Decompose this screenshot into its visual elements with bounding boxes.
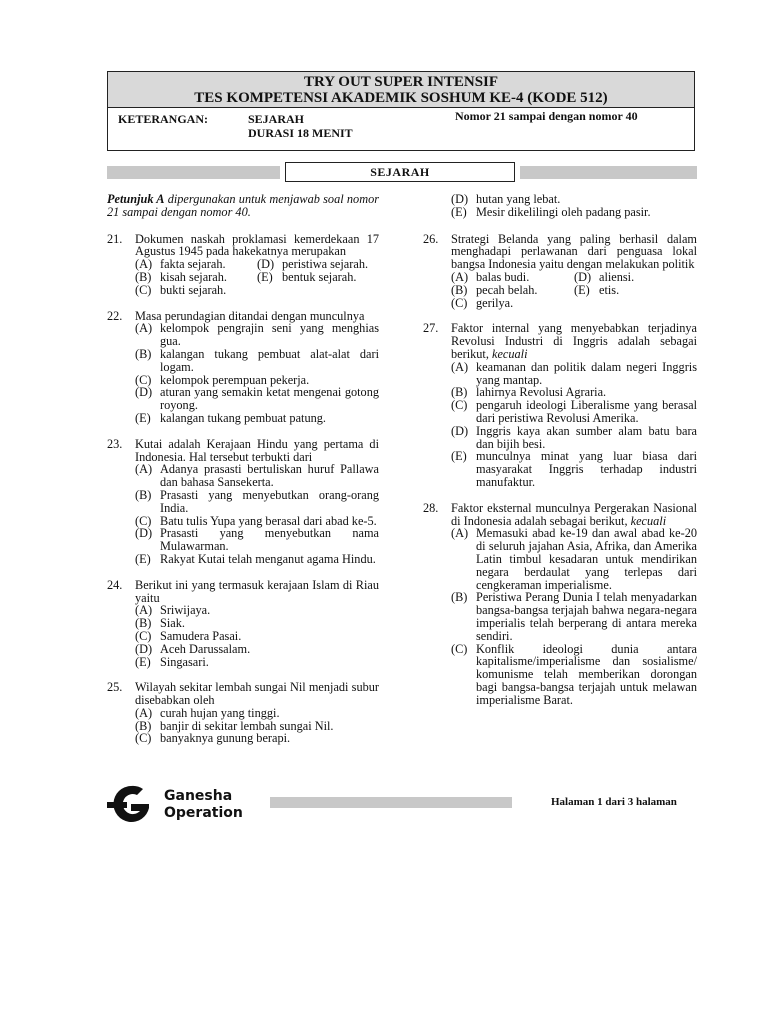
question-27	[423, 322, 697, 488]
instructions	[107, 193, 379, 219]
option-e[interactable]: (E) Rakyat Kutai telah menganut agama Hindu.	[135, 551, 376, 566]
header-box	[107, 71, 695, 151]
option-a[interactable]: (A) Memasuki abad ke-19 dan awal abad ke-20 di seluruh jajahan Asia, Afrika, dan Amerika Latin timbul kesadaran untuk mendirikan negara berdaulat yang terlepas dari cengkeraman imperialisme.	[451, 526, 697, 592]
question-text: Faktor eksternal munculnya Pergerakan Nasional di Indonesia adalah sebagai berikut, kecuali	[451, 500, 697, 528]
option-c[interactable]: (C) Konflik ideologi dunia antara kapitalisme/imperialisme dan sosialisme/ komunisme telah memberikan dorongan bagi bangsa-bangsa terjajah untuk melawan imperialisme Barat.	[451, 641, 697, 707]
question-text: Wilayah sekitar lembah sungai Nil menjadi subur disebabkan oleh	[135, 680, 379, 708]
question-text: Dokumen naskah proklamasi kemerdekaan 17 Agustus 1945 pada hakekatnya merupakan	[135, 231, 379, 259]
question-28	[423, 502, 697, 707]
question-number: 24.	[107, 577, 123, 592]
option-a[interactable]: (A) Sriwijaya.	[135, 603, 211, 618]
question-number: 23.	[107, 436, 123, 451]
question-text: Kutai adalah Kerajaan Hindu yang pertama di Indonesia. Hal tersebut terbukti dari	[135, 436, 379, 464]
option-a[interactable]: (A) Adanya prasasti bertuliskan huruf Pallawa dan bahasa Sansekerta.	[135, 462, 379, 490]
brand-line-2: Operation	[164, 805, 243, 821]
instructions-text: dipergunakan untuk menjawab soal nomor 21 sampai dengan nomor 40.	[107, 192, 380, 219]
keterangan-value	[248, 112, 353, 140]
option-e[interactable]: (E) Mesir dikelilingi oleh padang pasir.	[451, 204, 651, 219]
question-range: Nomor 21 sampai dengan nomor 40	[455, 109, 638, 123]
question-text: Faktor internal yang menyebabkan terjadinya Revolusi Industri di Inggris adalah sebagai berikut, kecuali	[451, 321, 697, 361]
subject-label: SEJARAH	[248, 112, 305, 126]
header-title	[108, 72, 694, 108]
question-21	[107, 233, 379, 297]
option-a[interactable]: (A) balas budi.	[451, 269, 530, 284]
option-e[interactable]: (E) etis.	[574, 282, 620, 297]
question-25-continued	[423, 193, 697, 219]
question-22	[107, 310, 379, 425]
option-d[interactable]: (D) Inggris kaya akan sumber alam batu bara dan bijih besi.	[451, 423, 697, 451]
section-bar-right	[520, 166, 697, 179]
option-e[interactable]: (E) bentuk sejarah.	[257, 269, 357, 284]
brand-name	[164, 788, 243, 822]
question-number: 26.	[423, 231, 439, 246]
option-d[interactable]: (D) aliensi.	[574, 269, 635, 284]
section-bar-left	[107, 166, 280, 179]
option-a[interactable]: (A) keamanan dan politik dalam negeri Inggris yang mantap.	[451, 359, 697, 387]
option-d[interactable]: (D) Aceh Darussalam.	[135, 641, 251, 656]
page-number: Halaman 1 dari 3 halaman	[551, 796, 677, 808]
keterangan-label: KETERANGAN:	[118, 112, 209, 126]
question-text: Strategi Belanda yang paling berhasil dalam menghadapi perlawanan dari penguasa lokal bangsa Indonesia yaitu dengan melakukan politik	[451, 231, 697, 272]
kecuali-label: kecuali	[630, 513, 667, 528]
right-column	[423, 193, 697, 719]
option-d[interactable]: (D) aturan yang semakin ketat mengenai gotong royong.	[135, 385, 379, 413]
question-text: Berikut ini yang termasuk kerajaan Islam di Riau yaitu	[135, 577, 379, 605]
option-a[interactable]: (A) curah hujan yang tinggi.	[135, 705, 280, 720]
left-column	[107, 193, 379, 758]
option-d[interactable]: (D) hutan yang lebat.	[451, 192, 561, 206]
option-c[interactable]: (C) bukti sejarah.	[135, 282, 227, 297]
duration-label: DURASI 18 MENIT	[248, 126, 353, 140]
option-b[interactable]: (B) Peristiwa Perang Dunia I telah menyadarkan bangsa-bangsa terjajah bahwa negara-negara imperialis telah berperang di antara mereka sendiri.	[451, 590, 697, 643]
option-b[interactable]: (B) kisah sejarah.	[135, 269, 227, 284]
question-24	[107, 579, 379, 669]
title-line-2: TES KOMPETENSI AKADEMIK SOSHUM KE-4 (KODE 512)	[194, 90, 608, 106]
question-23	[107, 438, 379, 566]
title-line-1: TRY OUT SUPER INTENSIF	[303, 74, 499, 90]
question-number: 27.	[423, 321, 439, 336]
option-d[interactable]: (D) Prasasti yang menyebutkan nama Mulawarman.	[135, 526, 379, 554]
option-b[interactable]: (B) Siak.	[135, 616, 185, 631]
option-c[interactable]: (C) kelompok perempuan pekerja.	[135, 372, 310, 387]
question-number: 28.	[423, 500, 439, 515]
option-e[interactable]: (E) kalangan tukang pembuat patung.	[135, 410, 326, 425]
option-b[interactable]: (B) kalangan tukang pembuat alat-alat dari logam.	[135, 346, 379, 374]
option-c[interactable]: (C) Batu tulis Yupa yang berasal dari abad ke-5.	[135, 513, 377, 528]
option-c[interactable]: (C) Samudera Pasai.	[135, 628, 242, 643]
question-number: 21.	[107, 231, 123, 246]
option-e[interactable]: (E) munculnya minat yang luar biasa dari masyarakat Inggris terhadap industri manufaktur.	[451, 449, 697, 489]
option-c[interactable]: (C) pengaruh ideologi Liberalisme yang berasal dari peristiwa Revolusi Amerika.	[451, 398, 697, 425]
question-25	[107, 681, 379, 745]
kecuali-label: kecuali	[491, 346, 528, 361]
option-d[interactable]: (D) peristiwa sejarah.	[257, 257, 369, 272]
question-text: Masa perundagian ditandai dengan munculnya	[135, 308, 365, 323]
question-number: 25.	[107, 680, 123, 695]
option-b[interactable]: (B) banjir di sekitar lembah sungai Nil.	[135, 718, 334, 733]
brand-line-1: Ganesha	[164, 788, 233, 804]
option-b[interactable]: (B) Prasasti yang menyebutkan orang-orang India.	[135, 487, 379, 515]
option-e[interactable]: (E) Singasari.	[135, 654, 209, 669]
footer-bar	[270, 797, 512, 808]
option-a[interactable]: (A) fakta sejarah.	[135, 257, 226, 272]
question-26	[423, 233, 697, 310]
instructions-lead: Petunjuk A	[107, 192, 165, 206]
ganesha-logo-icon	[107, 784, 155, 824]
option-b[interactable]: (B) lahirnya Revolusi Agraria.	[451, 385, 607, 400]
option-c[interactable]: (C) gerilya.	[451, 295, 514, 310]
section-title: SEJARAH	[285, 162, 515, 182]
option-b[interactable]: (B) pecah belah.	[451, 282, 538, 297]
question-number: 22.	[107, 308, 123, 323]
option-c[interactable]: (C) banyaknya gunung berapi.	[135, 731, 291, 746]
option-a[interactable]: (A) kelompok pengrajin seni yang menghias gua.	[135, 321, 379, 349]
